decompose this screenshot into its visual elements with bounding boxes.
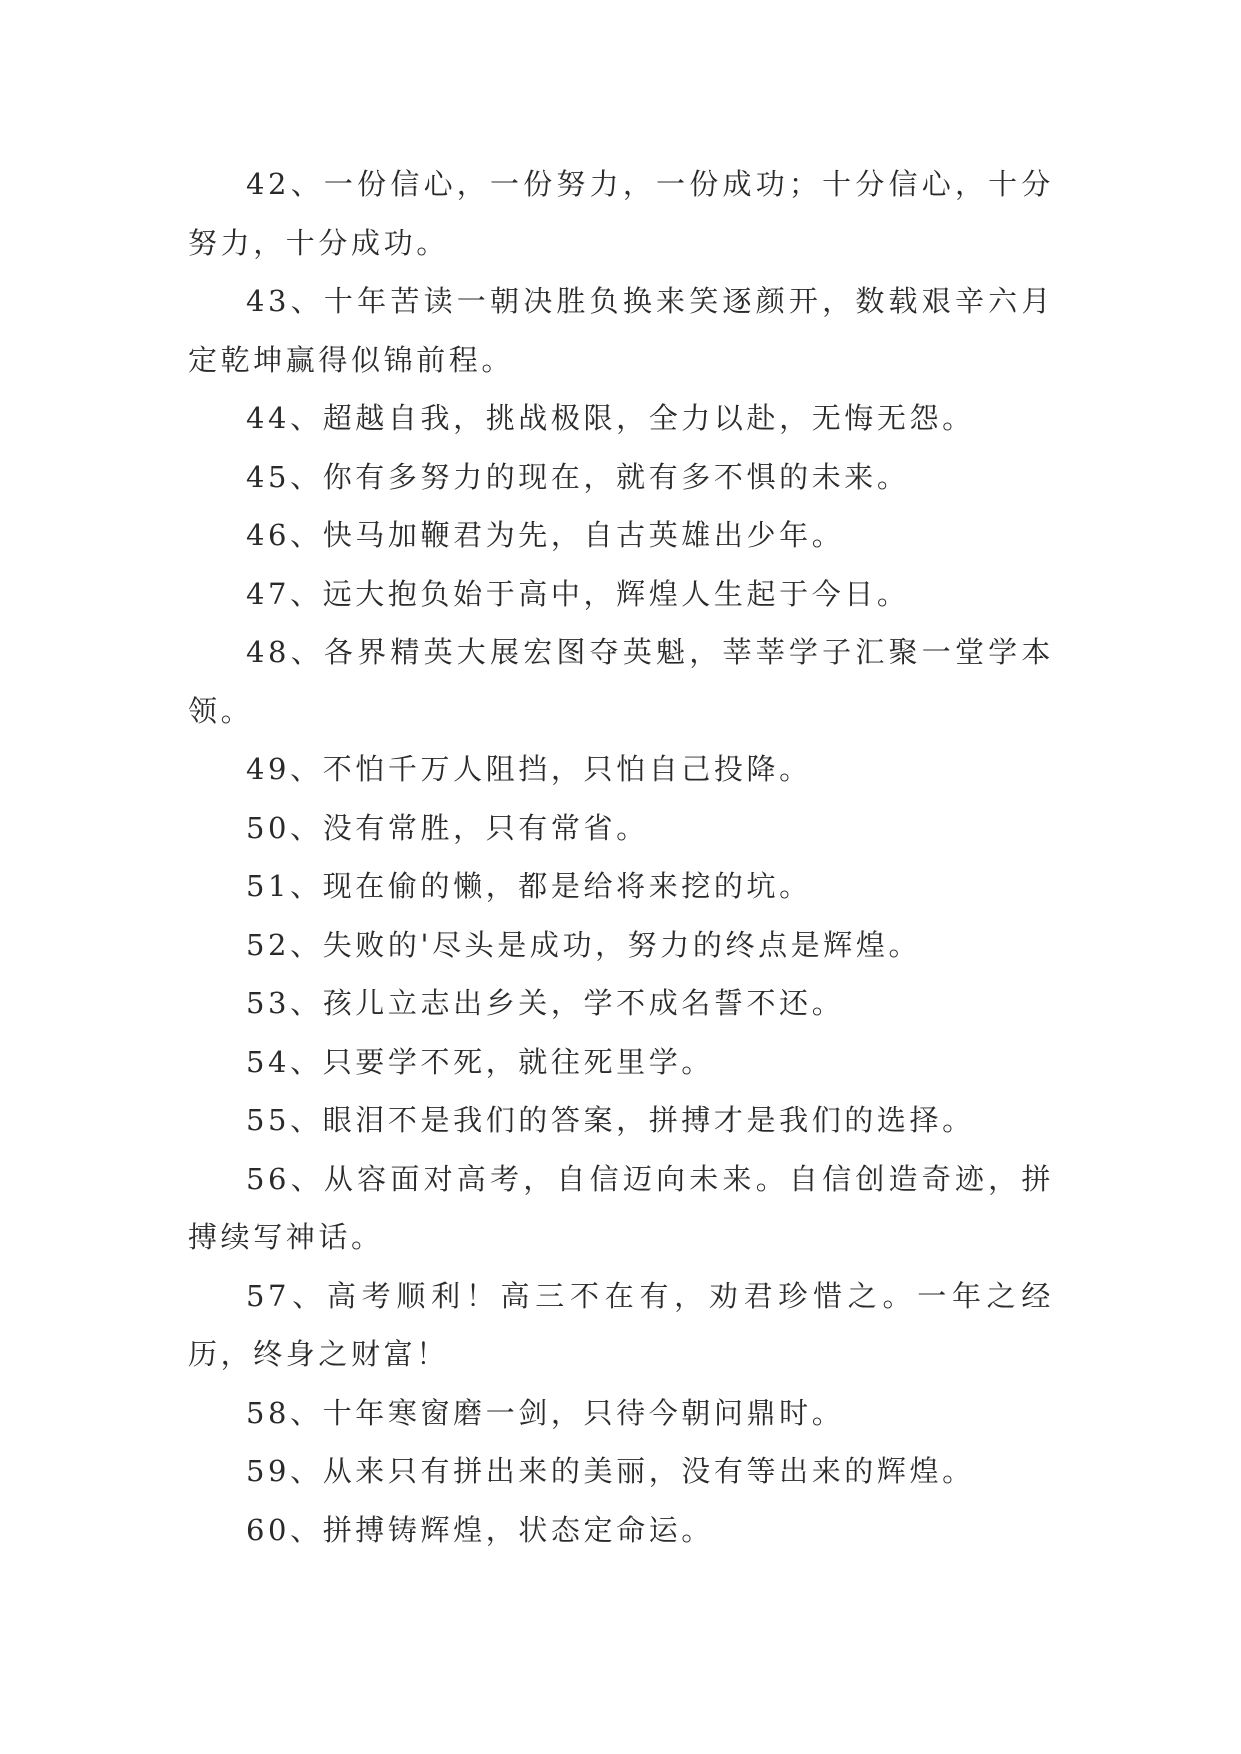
paragraph-52: 52、失败的'尽头是成功，努力的终点是辉煌。 — [246, 927, 922, 962]
paragraph-59: 59、从来只有拼出来的美丽，没有等出来的辉煌。 — [246, 1454, 975, 1488]
paragraph-48: 48、各界精英大展宏图夺英魁，莘莘学子汇聚一堂学本领。 — [188, 635, 1054, 728]
paragraph-49: 49、不怕千万人阻挡，只怕自己投降。 — [246, 752, 812, 786]
paragraph-54: 54、只要学不死，就往死里学。 — [246, 1044, 714, 1079]
paragraph-53: 53、孩儿立志出乡关，学不成名誓不还。 — [246, 986, 845, 1020]
paragraph-58: 58、十年寒窗磨一剑，只待今朝问鼎时。 — [246, 1395, 845, 1430]
paragraph-56: 56、从容面对高考，自信迈向未来。自信创造奇迹，拼搏续写神话。 — [188, 1161, 1054, 1254]
paragraph-46: 46、快马加鞭君为先，自古英雄出少年。 — [246, 518, 845, 552]
paragraph-44: 44、超越自我，挑战极限，全力以赴，无悔无怨。 — [246, 401, 975, 435]
paragraph-45: 45、你有多努力的现在，就有多不惧的未来。 — [246, 459, 910, 494]
paragraph-47: 47、远大抱负始于高中，辉煌人生起于今日。 — [246, 576, 910, 611]
paragraph-57: 57、高考顺利！高三不在有，劝君珍惜之。一年之经历，终身之财富！ — [188, 1278, 1054, 1371]
paragraph-60: 60、拼搏铸辉煌，状态定命运。 — [246, 1512, 714, 1547]
paragraph-42: 42、一份信心，一份努力，一份成功；十分信心，十分努力，十分成功。 — [188, 167, 1054, 260]
paragraph-55: 55、眼泪不是我们的答案，拼搏才是我们的选择。 — [246, 1103, 975, 1137]
document-body — [188, 155, 1054, 1559]
paragraph-51: 51、现在偷的懒，都是给将来挖的坑。 — [246, 869, 812, 903]
paragraph-43: 43、十年苦读一朝决胜负换来笑逐颜开，数载艰辛六月定乾坤赢得似锦前程。 — [188, 284, 1054, 377]
paragraph-50: 50、没有常胜，只有常省。 — [246, 810, 649, 845]
